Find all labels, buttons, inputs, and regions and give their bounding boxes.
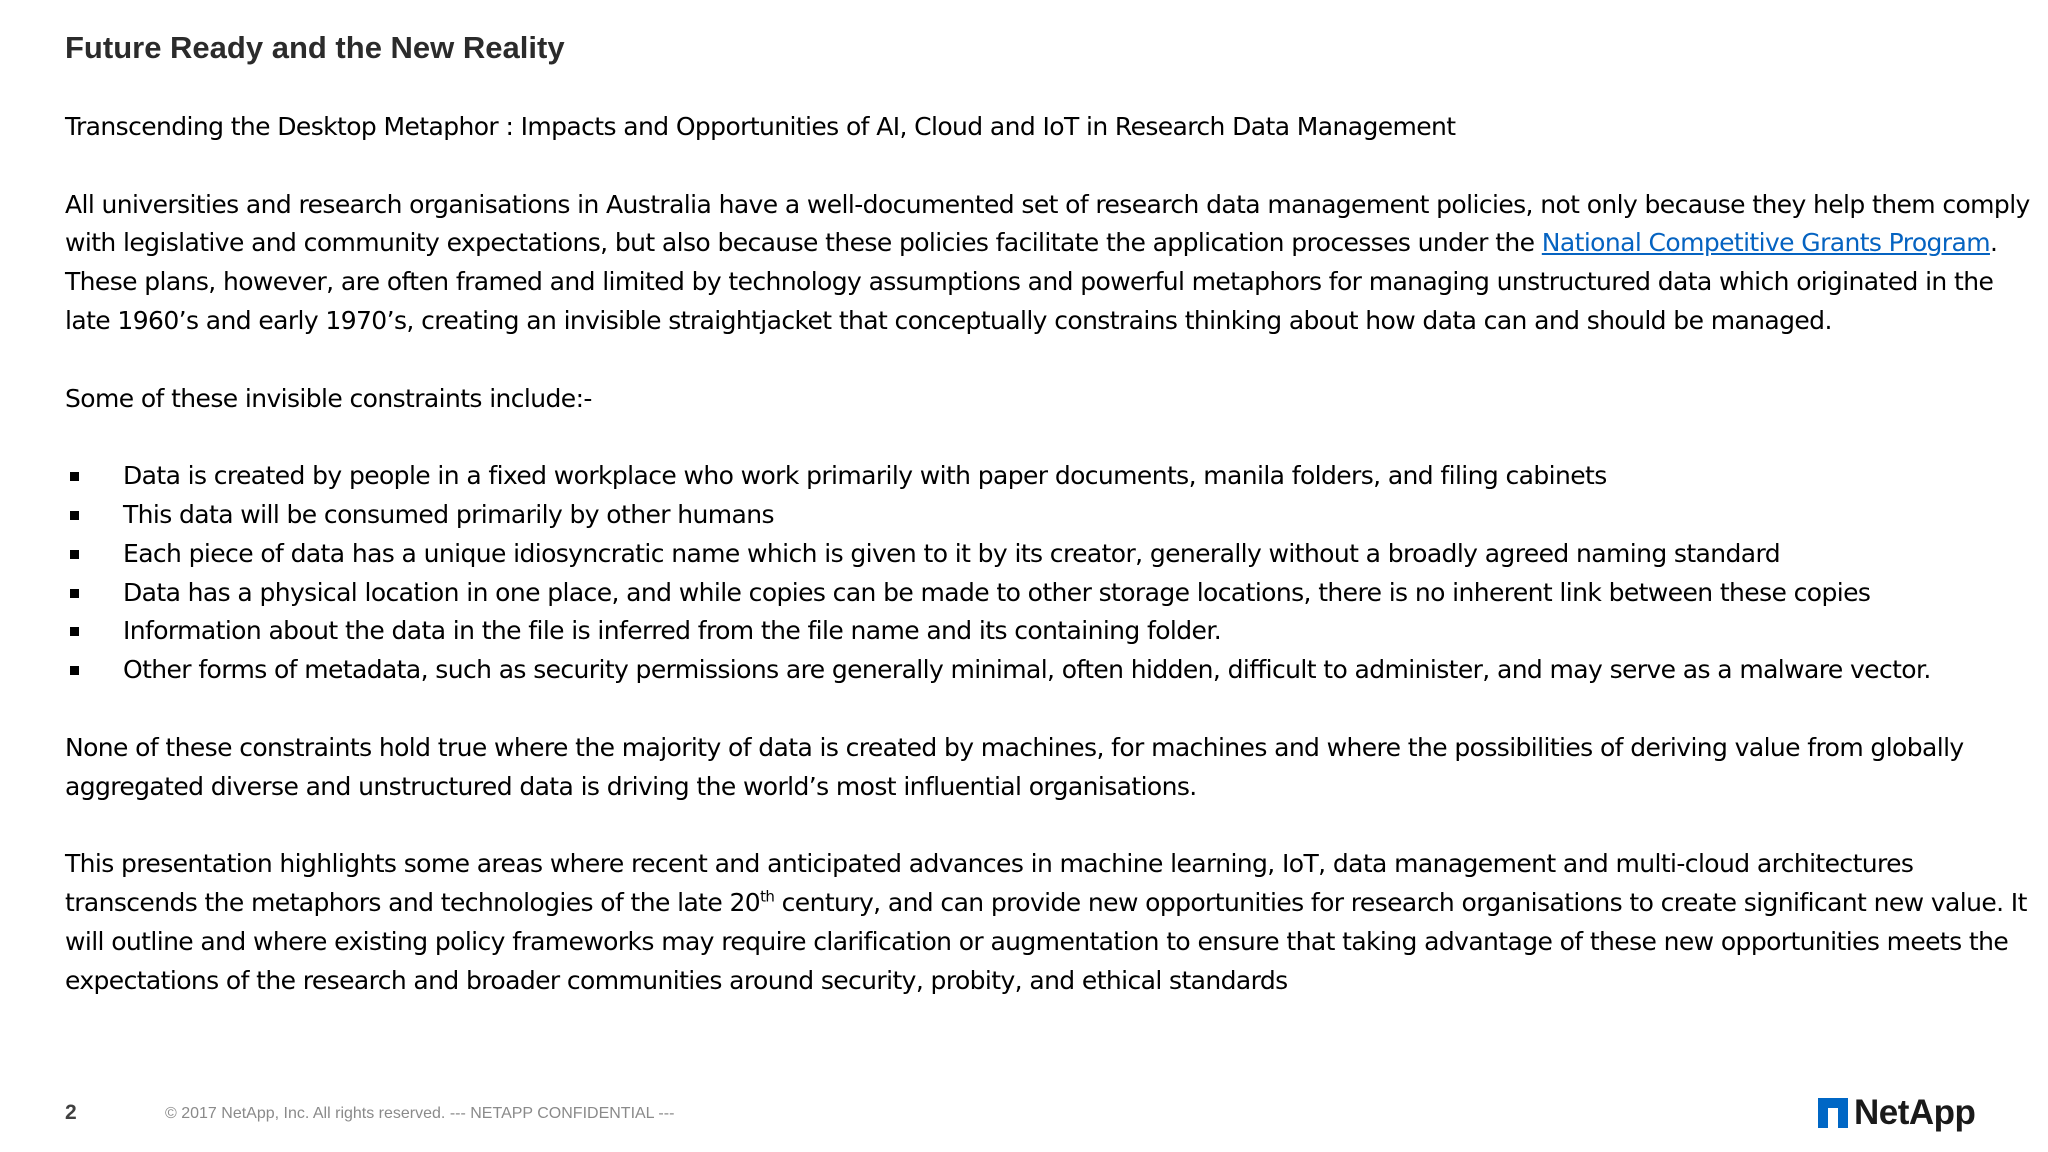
square-bullet-icon [70, 472, 79, 481]
list-item [65, 574, 2045, 613]
slide-title: Future Ready and the New Reality [65, 30, 565, 65]
list-item-text: This data will be consumed primarily by other humans [123, 499, 774, 529]
constraints-list [65, 457, 2045, 690]
copyright-notice: © 2017 NetApp, Inc. All rights reserved. --- NETAPP CONFIDENTIAL --- [165, 1105, 675, 1122]
list-item [65, 496, 2045, 535]
list-item-text: Other forms of metadata, such as security permissions are generally minimal, often hidden, difficult to administer, and may serve as a malware vector. [123, 655, 1931, 685]
slide-subtitle: Transcending the Desktop Metaphor : Impacts and Opportunities of AI, Cloud and IoT in Research Data Management [65, 112, 1456, 141]
presentation-paragraph [65, 845, 2045, 1000]
intro-paragraph [65, 186, 2045, 341]
list-item-text: Each piece of data has a unique idiosyncratic name which is given to it by its creator, generally without a broadly agreed naming standard [123, 538, 1781, 568]
page-number: 2 [65, 1101, 77, 1124]
square-bullet-icon [70, 550, 79, 559]
list-item-text: Data is created by people in a fixed workplace who work primarily with paper documents, manila folders, and filing cabinets [123, 461, 1607, 491]
intro-text-before-link: All universities and research organisations in Australia have a well-documented set of research data management policies, not only because they help them comply with legislative and community expectations, but also because these policies facilitate the application processes under the [65, 189, 2030, 258]
list-item-text: Information about the data in the file is inferred from the file name and its containing folder. [123, 616, 1222, 646]
intro-text-after-link: . These plans, however, are often framed and limited by technology assumptions and powerful metaphors for managing unstructured data which originated in the late 1960’s and early 1970’s, creating an invisible straightjacket that conceptually constrains thinking about how data can and should be managed. [65, 228, 1998, 335]
list-item [65, 612, 2045, 651]
national-competitive-grants-link[interactable]: National Competitive Grants Program [1541, 228, 1990, 258]
list-item [65, 457, 2045, 496]
netapp-n-mark-icon [1818, 1098, 1848, 1128]
square-bullet-icon [70, 589, 79, 598]
list-item [65, 535, 2045, 574]
machines-paragraph: None of these constraints hold true where the majority of data is created by machines, for machines and where the possibilities of deriving value from globally aggregated diverse and unstructured data is driving the world’s most influential organisations. [65, 732, 1964, 801]
superscript-th: th [760, 887, 775, 906]
presentation-text-after-sup: century, and can provide new opportunities for research organisations to create significant new value. It will outline and where existing policy frameworks may require clarification or augmentation to ensure that taking advantage of these new opportunities meets the expectations of the research and broader communities around security, probity, and ethical standards [65, 887, 2027, 995]
square-bullet-icon [70, 627, 79, 636]
constraints-intro: Some of these invisible constraints include:- [65, 383, 592, 413]
slide-body [65, 108, 2045, 1039]
square-bullet-icon [70, 511, 79, 520]
netapp-logo [1818, 1093, 1975, 1133]
list-item [65, 651, 2045, 690]
list-item-text: Data has a physical location in one place, and while copies can be made to other storage locations, there is no inherent link between these copies [123, 577, 1871, 607]
square-bullet-icon [70, 666, 79, 675]
presentation-text-before-sup: This presentation highlights some areas where recent and anticipated advances in machine learning, IoT, data management and multi-cloud architectures transcends the metaphors and technologies of the late 20 [65, 849, 1914, 917]
netapp-logo-text: NetApp [1854, 1093, 1976, 1132]
